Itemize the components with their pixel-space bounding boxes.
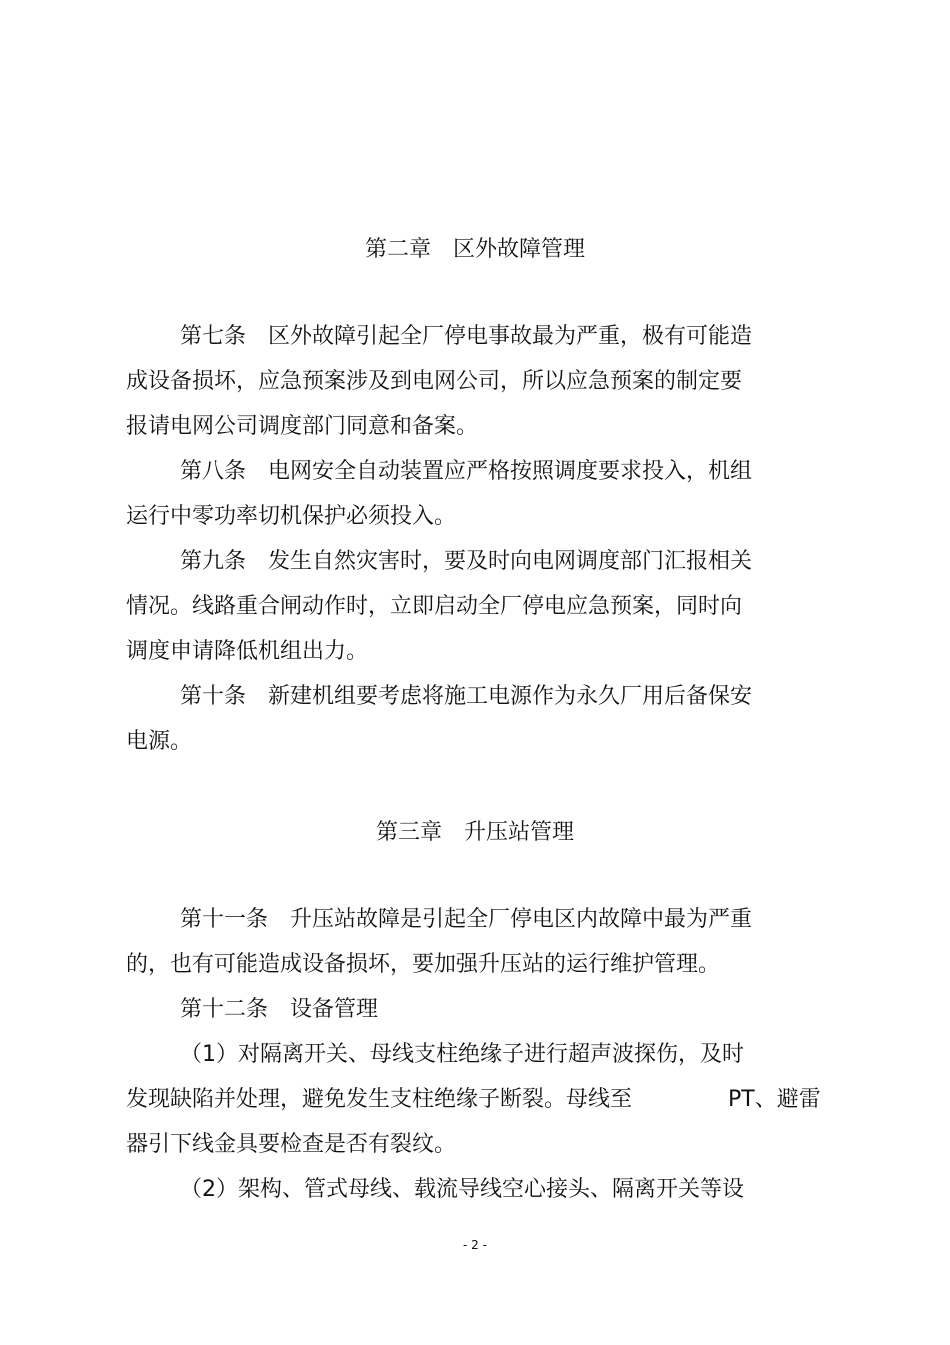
article-10-line-1: 第十条 新建机组要考虑将施工电源作为永久厂用后备保安	[180, 684, 753, 709]
article-7-line-2: 成设备损坏，应急预案涉及到电网公司，所以应急预案的制定要	[126, 369, 743, 394]
item-1-line-2: 发现缺陷并处理，避免发生支柱绝缘子断裂。母线至	[126, 1087, 633, 1112]
article-12-title: 第十二条 设备管理	[180, 997, 379, 1022]
item-2-line-1: （2）架构、管式母线、载流导线空心接头、隔离开关等设	[180, 1177, 744, 1202]
item-1-line-1: （1）对隔离开关、母线支柱绝缘子进行超声波探伤，及时	[180, 1042, 744, 1067]
item-1-line-2-tail: PT、避雷	[728, 1087, 821, 1112]
article-9-line-1: 第九条 发生自然灾害时，要及时向电网调度部门汇报相关	[180, 549, 753, 574]
article-11-line-1: 第十一条 升压站故障是引起全厂停电区内故障中最为严重	[180, 907, 753, 932]
chapter-2-heading: 第二章 区外故障管理	[364, 237, 585, 262]
article-8-line-1: 第八条 电网安全自动装置应严格按照调度要求投入，机组	[180, 459, 753, 484]
article-10-line-2: 电源。	[126, 729, 193, 754]
article-8-line-2: 运行中零功率切机保护必须投入。	[126, 504, 457, 529]
page-number: - 2 -	[463, 1238, 487, 1252]
article-9-line-2: 情况。线路重合闸动作时，立即启动全厂停电应急预案，同时向	[126, 594, 743, 619]
article-7-line-3: 报请电网公司调度部门同意和备案。	[126, 414, 479, 439]
article-11-line-2: 的，也有可能造成设备损坏，要加强升压站的运行维护管理。	[126, 952, 721, 977]
article-7-line-1: 第七条 区外故障引起全厂停电事故最为严重，极有可能造	[180, 324, 753, 349]
chapter-3-heading: 第三章 升压站管理	[375, 820, 574, 845]
item-1-line-3: 器引下线金具要检查是否有裂纹。	[126, 1132, 457, 1157]
article-9-line-3: 调度申请降低机组出力。	[126, 639, 369, 664]
